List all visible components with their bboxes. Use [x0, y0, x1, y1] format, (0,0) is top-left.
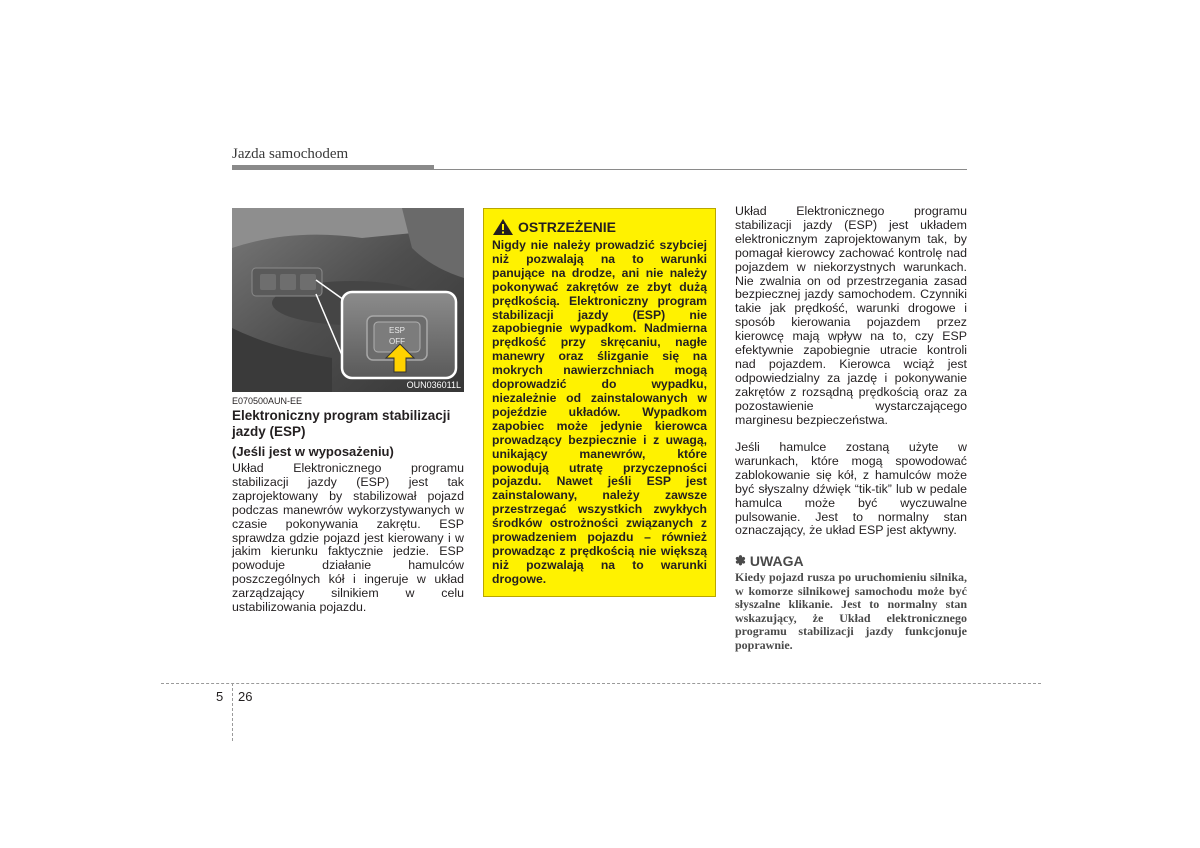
warning-triangle-icon	[492, 218, 514, 236]
esp-switch-figure	[232, 208, 464, 392]
brake-noise-paragraph: Jeśli hamulce zostaną użyte w warunkach, które mogą spowodować zablokowanie się kół, z hamulców może być słyszalny dźwięk “tik-tik” lub w pedale hamulca może być wyczuwalne pulsowanie. Jest to normalny stan oznaczający, że układ ESP jest aktywny.	[735, 440, 967, 538]
note-body: Kiedy pojazd rusza po uruchomieniu silnika, w komorze silnikowej samochodu może być słyszalne klikanie. Jest to normalny stan wskazujący, że Układ elektronicznego programu stabilizacji jazdy funkcjonuje poprawnie.	[735, 570, 967, 652]
figure-code: OUN036011L	[406, 380, 461, 390]
header-rule-thin	[434, 169, 967, 170]
footer-rule	[161, 683, 1041, 684]
warning-header	[492, 217, 707, 237]
footer-divider	[232, 683, 233, 741]
section-title: Elektroniczny program stabilizacji jazdy (ESP)	[232, 408, 451, 439]
header-title: Jazda samochodem	[232, 146, 349, 162]
section-subtitle: (Jeśli jest w wyposażeniu)	[232, 444, 394, 459]
warning-body: Nigdy nie należy prowadzić szybciej niż pozwalają na to warunki panujące na drodze, ani nie należy pokonywać zakrętów ze zbyt dużą prędkością. Elektroniczny program stabilizacji jazdy (ESP) nie zapobiegnie wypadkom. Nadmierna prędkość przy skręcaniu, nagłe manewry oraz ślizganie się na mokrych nawierzchniach mogą doprowadzić do wypadku, niezależnie od zainstalowanych w pojeździe układów. Wypadkom zapobiec może jedynie kierowca prowadzący bezpiecznie i z uwagą, unikający manewrów, które powodują utratę przyczepności pojazdu. Nawet jeśli ESP jest zainstalowany, należy zawsze przestrzegać wszystkich zwykłych środków ostrożności związanych z prowadzeniem pojazdu – również prowadząc z prędkością nie większą niż pozwalają na to warunki drogowe.	[492, 238, 707, 586]
off-label: OFF	[389, 337, 405, 346]
esp-description-paragraph: Układ Elektronicznego programu stabilizacji jazdy (ESP) jest układem elektronicznym zaprojektowanym tak, by pomagał kierowcy zachować kontrolę nad pojazdem w niekorzystnych warunkach. Nie zwalnia on od przestrzegania zasad bezpiecznej jazdy samochodem. Czynniki takie jak prędkość, warunki drogowe i sposób kierowania pojazdem przez kierowcę mają wpływ na to, czy ESP efektywnie zapobiegnie utracie kontroli nad pojazdem. Kierowca wciąż jest odpowiedzialny za jazdę i pokonywanie zakrętów z rozsądną prędkością oraz za pozostawienie wystarczającego marginesu bezpieczeństwa.	[735, 204, 967, 427]
note-asterisk-icon: ✽	[735, 553, 746, 568]
warning-box	[483, 208, 716, 597]
chapter-number: 5	[216, 689, 224, 704]
dashboard-illustration	[232, 208, 464, 392]
section-body: Układ Elektronicznego programu stabilizacji jazdy (ESP) jest tak zaprojektowany by stabilizował pojazd podczas manewrów wykorzystywanych w czasie pokonywania zakrętu. ESP sprawdza gdzie pojazd jest kierowany i w jakim kierunku faktycznie jedzie. ESP powoduje działanie hamulców poszczególnych kół i ingeruje w układ zarządzający silnikiem w celu ustabilizowania pojazdu.	[232, 461, 464, 615]
note-title: UWAGA	[749, 553, 804, 569]
note-header	[735, 553, 804, 569]
page-number: 26	[238, 689, 253, 704]
warning-title: OSTRZEŻENIE	[518, 219, 617, 235]
section-code: E070500AUN-EE	[232, 396, 303, 406]
header-rule	[232, 165, 434, 170]
esp-label: ESP	[388, 326, 406, 335]
